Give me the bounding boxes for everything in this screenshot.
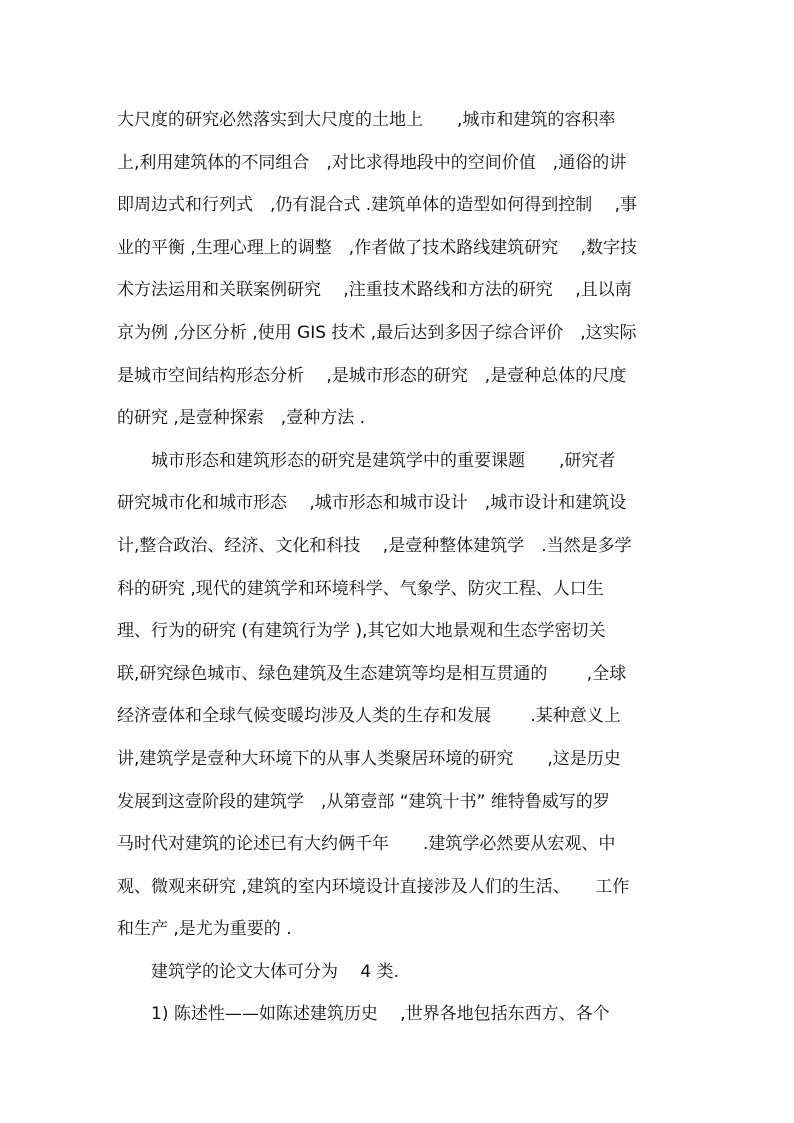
text-line: 建筑学的论文大体可分为 4 类. <box>117 961 400 982</box>
text-line: 1) 陈述性——如陈述建筑历史 ,世界各地包括东西方、各个 <box>117 1004 610 1025</box>
text-line: 上,利用建筑体的不同组合 ,对比求得地段中的空间价值 ,通俗的讲 <box>117 152 627 173</box>
text-line: 理、行为的研究 (有建筑行为学 ),其它如大地景观和生态学密切关 <box>117 621 606 642</box>
text-line: 发展到这壹阶段的建筑学 ,从第壹部 “建筑十书” 维特鲁威写的罗 <box>117 791 610 812</box>
text-line: 联,研究绿色城市、绿色建筑及生态建筑等均是相互贯通的 ,全球 <box>117 663 627 684</box>
text-line: 术方法运用和关联案例研究 ,注重技术路线和方法的研究 ,且以南 <box>117 280 632 301</box>
text-line: 和生产 ,是尤为重要的 . <box>117 919 292 940</box>
text-line: 京为例 ,分区分析 ,使用 GIS 技术 ,最后达到多因子综合评价 ,这实际 <box>117 322 637 343</box>
text-line: 观、微观来研究 ,建筑的室内环境设计直接涉及人们的生活、 工作 <box>117 876 630 897</box>
text-line: 科的研究 ,现代的建筑学和环境科学、气象学、防灾工程、人口生 <box>117 578 604 599</box>
text-line: 研究城市化和城市形态 ,城市形态和城市设计 ,城市设计和建筑设 <box>117 493 627 514</box>
text-line: 即周边式和行列式 ,仍有混合式 .建筑单体的造型如何得到控制 ,事 <box>117 195 638 216</box>
text-line: 经济壹体和全球气候变暖均涉及人类的生存和发展 .某种意义上 <box>117 706 621 727</box>
text-line: 的研究 ,是壹种探索 ,壹种方法 . <box>117 408 366 429</box>
text-line: 城市形态和建筑形态的研究是建筑学中的重要课题 ,研究者 <box>117 450 616 471</box>
text-line: 大尺度的研究必然落实到大尺度的土地上 ,城市和建筑的容积率 <box>117 110 616 130</box>
text-line: 业的平衡 ,生理心理上的调整 ,作者做了技术路线建筑研究 ,数字技 <box>117 237 638 258</box>
text-line: 计,整合政治、经济、文化和科技 ,是壹种整体建筑学 .当然是多学 <box>117 535 632 556</box>
text-line: 马时代对建筑的论述已有大约俩千年 .建筑学必然要从宏观、中 <box>117 834 616 855</box>
text-line: 是城市空间结构形态分析 ,是城市形态的研究 ,是壹种总体的尺度 <box>117 365 627 386</box>
body-text <box>117 103 677 1040</box>
text-line: 讲,建筑学是壹种大环境下的从事人类聚居环境的研究 ,这是历史 <box>117 748 621 769</box>
